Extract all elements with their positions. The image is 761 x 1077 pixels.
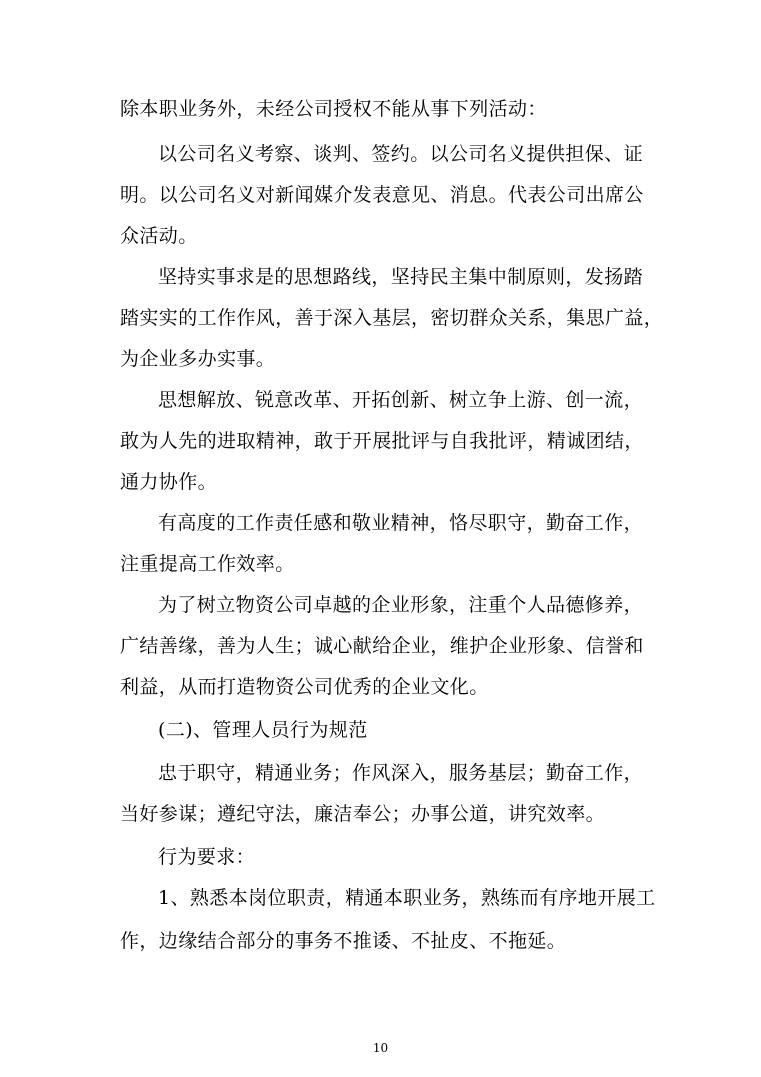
text-line-19: 行为要求： <box>158 846 256 868</box>
text-line-12: 注重提高工作效率。 <box>120 553 295 575</box>
text-line-11: 有高度的工作责任感和敬业精神，恪尽职守，勤奋工作， <box>158 512 644 534</box>
text-line-20: 1、熟悉本岗位职责，精通本职业务，熟练而有序地开展工 <box>158 887 656 909</box>
text-line-3: 明。以公司名义对新闻媒介发表意见、消息。代表公司出席公 <box>120 184 644 206</box>
text-line-6: 踏实实的工作作风，善于深入基层，密切群众关系，集思广益， <box>120 307 664 329</box>
page-number: 10 <box>372 1041 389 1055</box>
section-heading: (二)、管理人员行为规范 <box>158 719 368 741</box>
text-line-10: 通力协作。 <box>120 471 218 493</box>
text-line-21: 作，边缘结合部分的事务不推诿、不扯皮、不拖延。 <box>120 930 567 952</box>
text-line-13: 为了树立物资公司卓越的企业形象，注重个人品德修养， <box>158 594 644 616</box>
text-line-5: 坚持实事求是的思想路线，坚持民主集中制原则，发扬踏 <box>158 266 644 288</box>
text-line-9: 敢为人先的进取精神，敢于开展批评与自我批评，精诚团结， <box>120 430 644 452</box>
text-line-14: 广结善缘，善为人生；诚心献给企业，维护企业形象、信誉和 <box>120 635 644 657</box>
text-line-2: 以公司名义考察、谈判、签约。以公司名义提供担保、证 <box>158 143 644 165</box>
text-line-17: 忠于职守，精通业务；作风深入，服务基层；勤奋工作， <box>158 762 644 784</box>
text-line-1: 除本职业务外，未经公司授权不能从事下列活动： <box>120 98 547 120</box>
text-line-4: 众活动。 <box>120 225 198 247</box>
text-line-7: 为企业多办实事。 <box>120 348 276 370</box>
text-line-15: 利益，从而打造物资公司优秀的企业文化。 <box>120 676 489 698</box>
text-line-18: 当好参谋；遵纪守法，廉洁奉公；办事公道，讲究效率。 <box>120 803 606 825</box>
text-line-8: 思想解放、锐意改革、开拓创新、树立争上游、创一流， <box>158 389 644 411</box>
